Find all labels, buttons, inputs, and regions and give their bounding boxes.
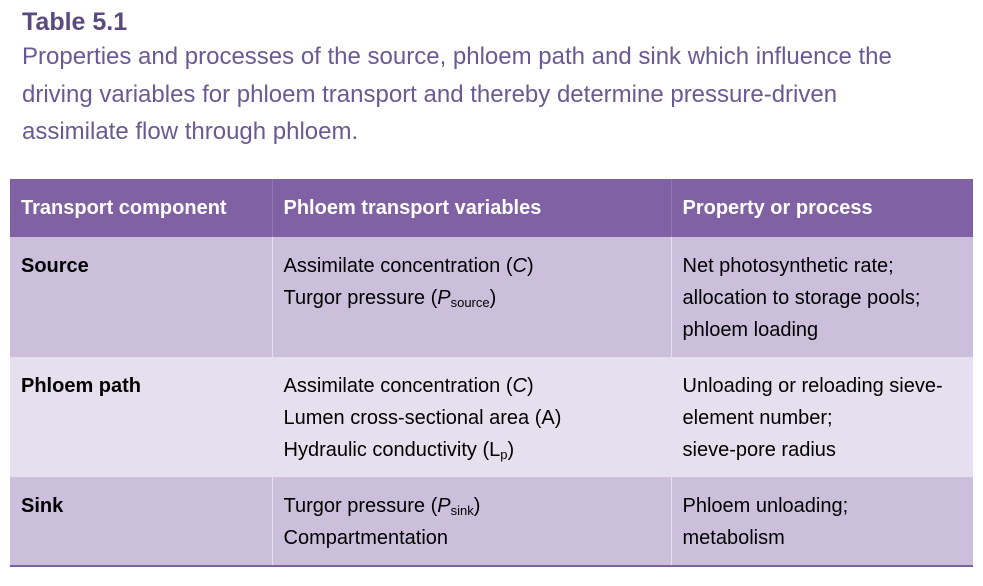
- variable-line: Turgor pressure $(P_{sink})$: [283, 495, 481, 518]
- column-header-transport-component: Transport component: [10, 179, 272, 237]
- column-header-phloem-transport-variables: Phloem transport variables: [272, 179, 671, 237]
- variable-line: Assimilate concentration (C): [283, 375, 534, 397]
- table-caption: [22, 38, 967, 151]
- property-line: phloem loading: [682, 319, 819, 341]
- variable-line: Lumen cross-sectional area (A): [283, 407, 562, 429]
- property-line: allocation to storage pools;: [682, 287, 921, 309]
- caption-line: assimilate flow through phloem.: [22, 118, 359, 145]
- column-header-property-or-process: Property or process: [671, 179, 973, 237]
- properties-cell: [671, 477, 973, 566]
- table-row-phloem-path: [10, 357, 973, 477]
- property-line: Phloem unloading;: [682, 495, 849, 517]
- variables-cell: [272, 477, 671, 566]
- property-line: sieve-pore radius: [682, 439, 836, 461]
- component-cell: Sink: [10, 477, 272, 566]
- phloem-properties-table: [10, 179, 973, 567]
- property-line: Net photosynthetic rate;: [682, 255, 894, 277]
- properties-cell: [671, 357, 973, 477]
- component-cell: Phloem path: [10, 357, 272, 477]
- variable-line: Hydraulic conductivity $(L_p)$: [283, 439, 515, 462]
- variables-cell: [272, 357, 671, 477]
- table-row-sink: [10, 477, 973, 566]
- properties-cell: [671, 237, 973, 357]
- component-cell: Source: [10, 237, 272, 357]
- table-caption-block: [22, 6, 967, 151]
- caption-line: Properties and processes of the source, phloem path and sink which influence the: [22, 43, 892, 70]
- variables-cell: [272, 237, 671, 357]
- table-number: Table 5.1: [22, 8, 128, 36]
- variable-line: Assimilate concentration (C): [283, 255, 534, 277]
- table-header-row: [10, 179, 973, 237]
- property-line: metabolism: [682, 527, 785, 549]
- variable-line: Compartmentation: [283, 527, 449, 549]
- property-line: element number;: [682, 407, 833, 429]
- table-row-source: [10, 237, 973, 357]
- variable-line: Turgor pressure $(P_{source})$: [283, 287, 497, 310]
- property-line: Unloading or reloading sieve-: [682, 375, 943, 397]
- caption-line: driving variables for phloem transport and thereby determine pressure-driven: [22, 80, 838, 108]
